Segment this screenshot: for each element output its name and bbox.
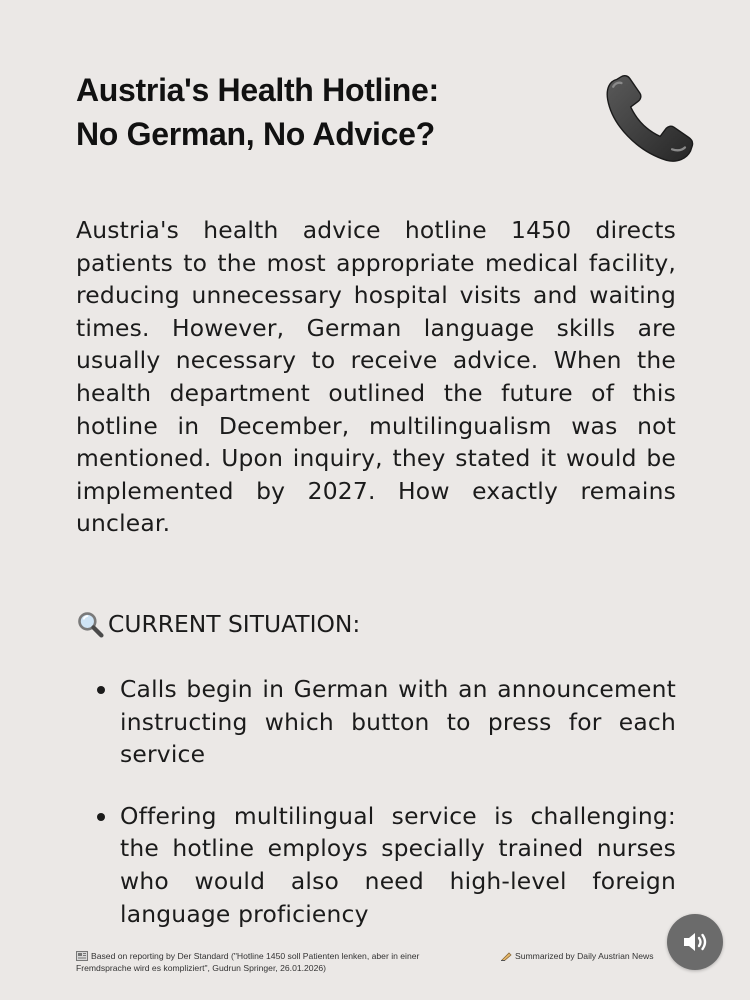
list-item-text: Calls begin in German with an announcement instructing which button to press for each service (120, 675, 676, 769)
section-heading-text: CURRENT SITUATION: (108, 610, 361, 638)
intro-paragraph: Austria's health advice hotline 1450 directs patients to the most appropriate medical facility, reducing unnecessary hospital visits and waiting times. However, German language skills are usually necessary to receive advice. When the health department outlined the future of this hotline in December, multilingualism was not mentioned. Upon inquiry, they stated it would be implemented by 2027. How exactly remains unclear. (76, 216, 676, 538)
footer-source-text: Based on reporting by Der Standard ("Hotline 1450 soll Patienten lenken, aber in einer Fremdsprache wird es kompliziert", Gudrun Springer, 26.01.2026) (76, 951, 420, 973)
page-title (76, 68, 676, 156)
header (76, 68, 676, 168)
speaker-icon (681, 930, 709, 954)
situation-list (90, 673, 676, 930)
bullet-dot (97, 813, 105, 821)
list-item (90, 673, 676, 771)
title-line-1: Austria's Health Hotline: (76, 72, 439, 108)
newspaper-icon (76, 951, 88, 961)
title-line-2: No German, No Advice? (76, 116, 435, 152)
writing-hand-icon (500, 951, 512, 961)
section-heading (76, 606, 676, 642)
telephone-receiver-icon (604, 72, 696, 164)
footer-source (76, 950, 476, 974)
magnifying-glass-icon (76, 610, 104, 638)
list-item-text: Offering multilingual service is challenging: the hotline employs specially trained nurses who would also need high-level foreign language proficiency (120, 801, 676, 928)
list-item (90, 800, 676, 930)
audio-button[interactable] (667, 914, 723, 970)
footer-credit-text: Summarized by Daily Austrian News (515, 951, 654, 961)
footer-credit (500, 950, 654, 962)
bullet-dot (97, 686, 105, 694)
